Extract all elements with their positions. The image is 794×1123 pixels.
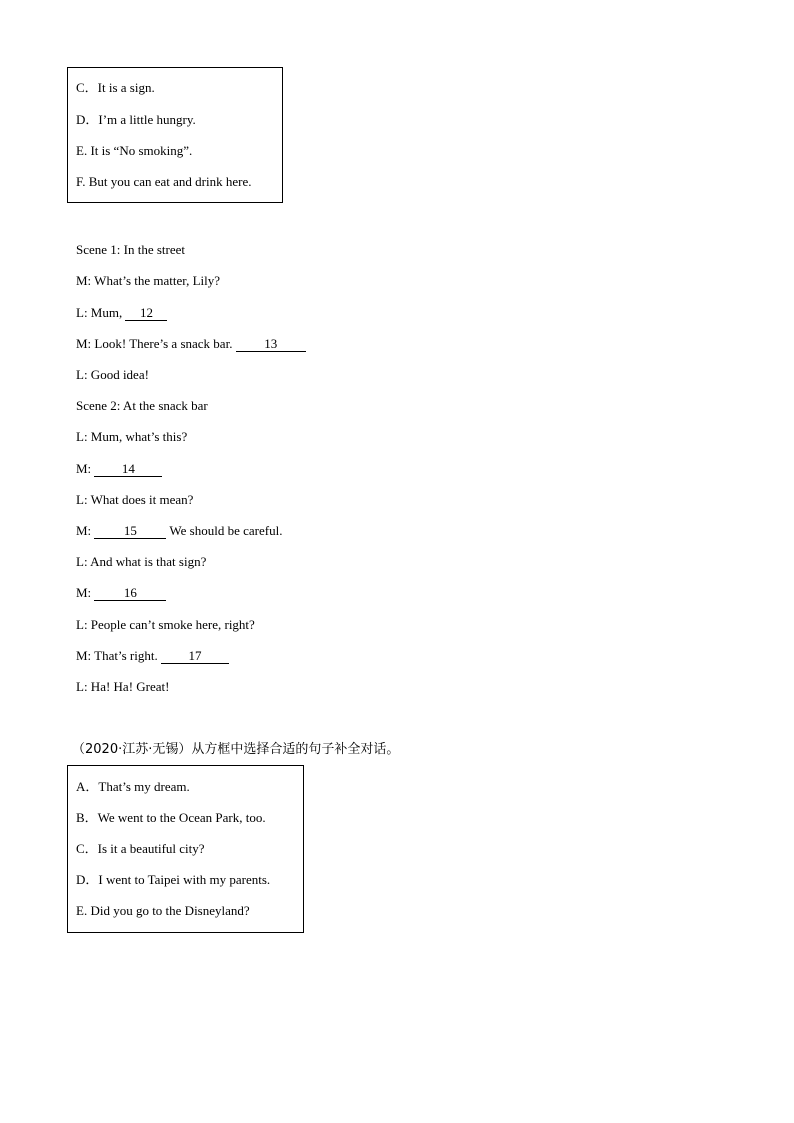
option-d: D．I went to Taipei with my parents. — [76, 872, 271, 887]
question-2-title: （2020·江苏·无锡）从方框中选择合适的句子补全对话。 — [72, 742, 400, 757]
dialogue-line — [76, 585, 166, 601]
dialogue-line: L: And what is that sign? — [76, 554, 207, 569]
scene2-title: Scene 2: At the snack bar — [76, 398, 208, 413]
dialogue-line-prefix: M: — [76, 523, 95, 538]
option-c: C．Is it a beautiful city? — [76, 841, 205, 856]
option-d: D．I’m a little hungry. — [76, 112, 196, 127]
blank-13[interactable]: 13 — [236, 337, 306, 352]
dialogue-line-prefix: M: — [76, 585, 95, 600]
dialogue-line-prefix: M: — [76, 461, 95, 476]
dialogue-line-prefix: L: Mum, — [76, 305, 126, 320]
option-e: E. Did you go to the Disneyland? — [76, 903, 250, 918]
dialogue-line — [76, 336, 306, 352]
dialogue-line — [76, 648, 229, 664]
option-a: A．That’s my dream. — [76, 779, 190, 794]
dialogue-line — [76, 523, 282, 539]
blank-12[interactable]: 12 — [125, 306, 167, 321]
dialogue-line: L: What does it mean? — [76, 492, 194, 507]
blank-14[interactable]: 14 — [94, 462, 162, 477]
dialogue-line: L: Good idea! — [76, 367, 149, 382]
dialogue-line — [76, 305, 167, 321]
blank-15[interactable]: 15 — [94, 524, 166, 539]
dialogue-line-prefix: M: That’s right. — [76, 648, 161, 663]
dialogue-line — [76, 461, 162, 477]
dialogue-line: L: Mum, what’s this? — [76, 429, 188, 444]
dialogue-line-prefix: M: Look! There’s a snack bar. — [76, 336, 236, 351]
dialogue-line-suffix: We should be careful. — [166, 523, 283, 538]
dialogue-line: M: What’s the matter, Lily? — [76, 273, 221, 288]
option-c: C．It is a sign. — [76, 80, 155, 95]
dialogue-line: L: Ha! Ha! Great! — [76, 679, 170, 694]
dialogue-line: L: People can’t smoke here, right? — [76, 617, 255, 632]
scene1-title: Scene 1: In the street — [76, 242, 186, 257]
option-f: F. But you can eat and drink here. — [76, 174, 252, 189]
option-e: E. It is “No smoking”. — [76, 143, 193, 158]
blank-16[interactable]: 16 — [94, 586, 166, 601]
blank-17[interactable]: 17 — [161, 649, 229, 664]
option-b: B．We went to the Ocean Park, too. — [76, 810, 266, 825]
